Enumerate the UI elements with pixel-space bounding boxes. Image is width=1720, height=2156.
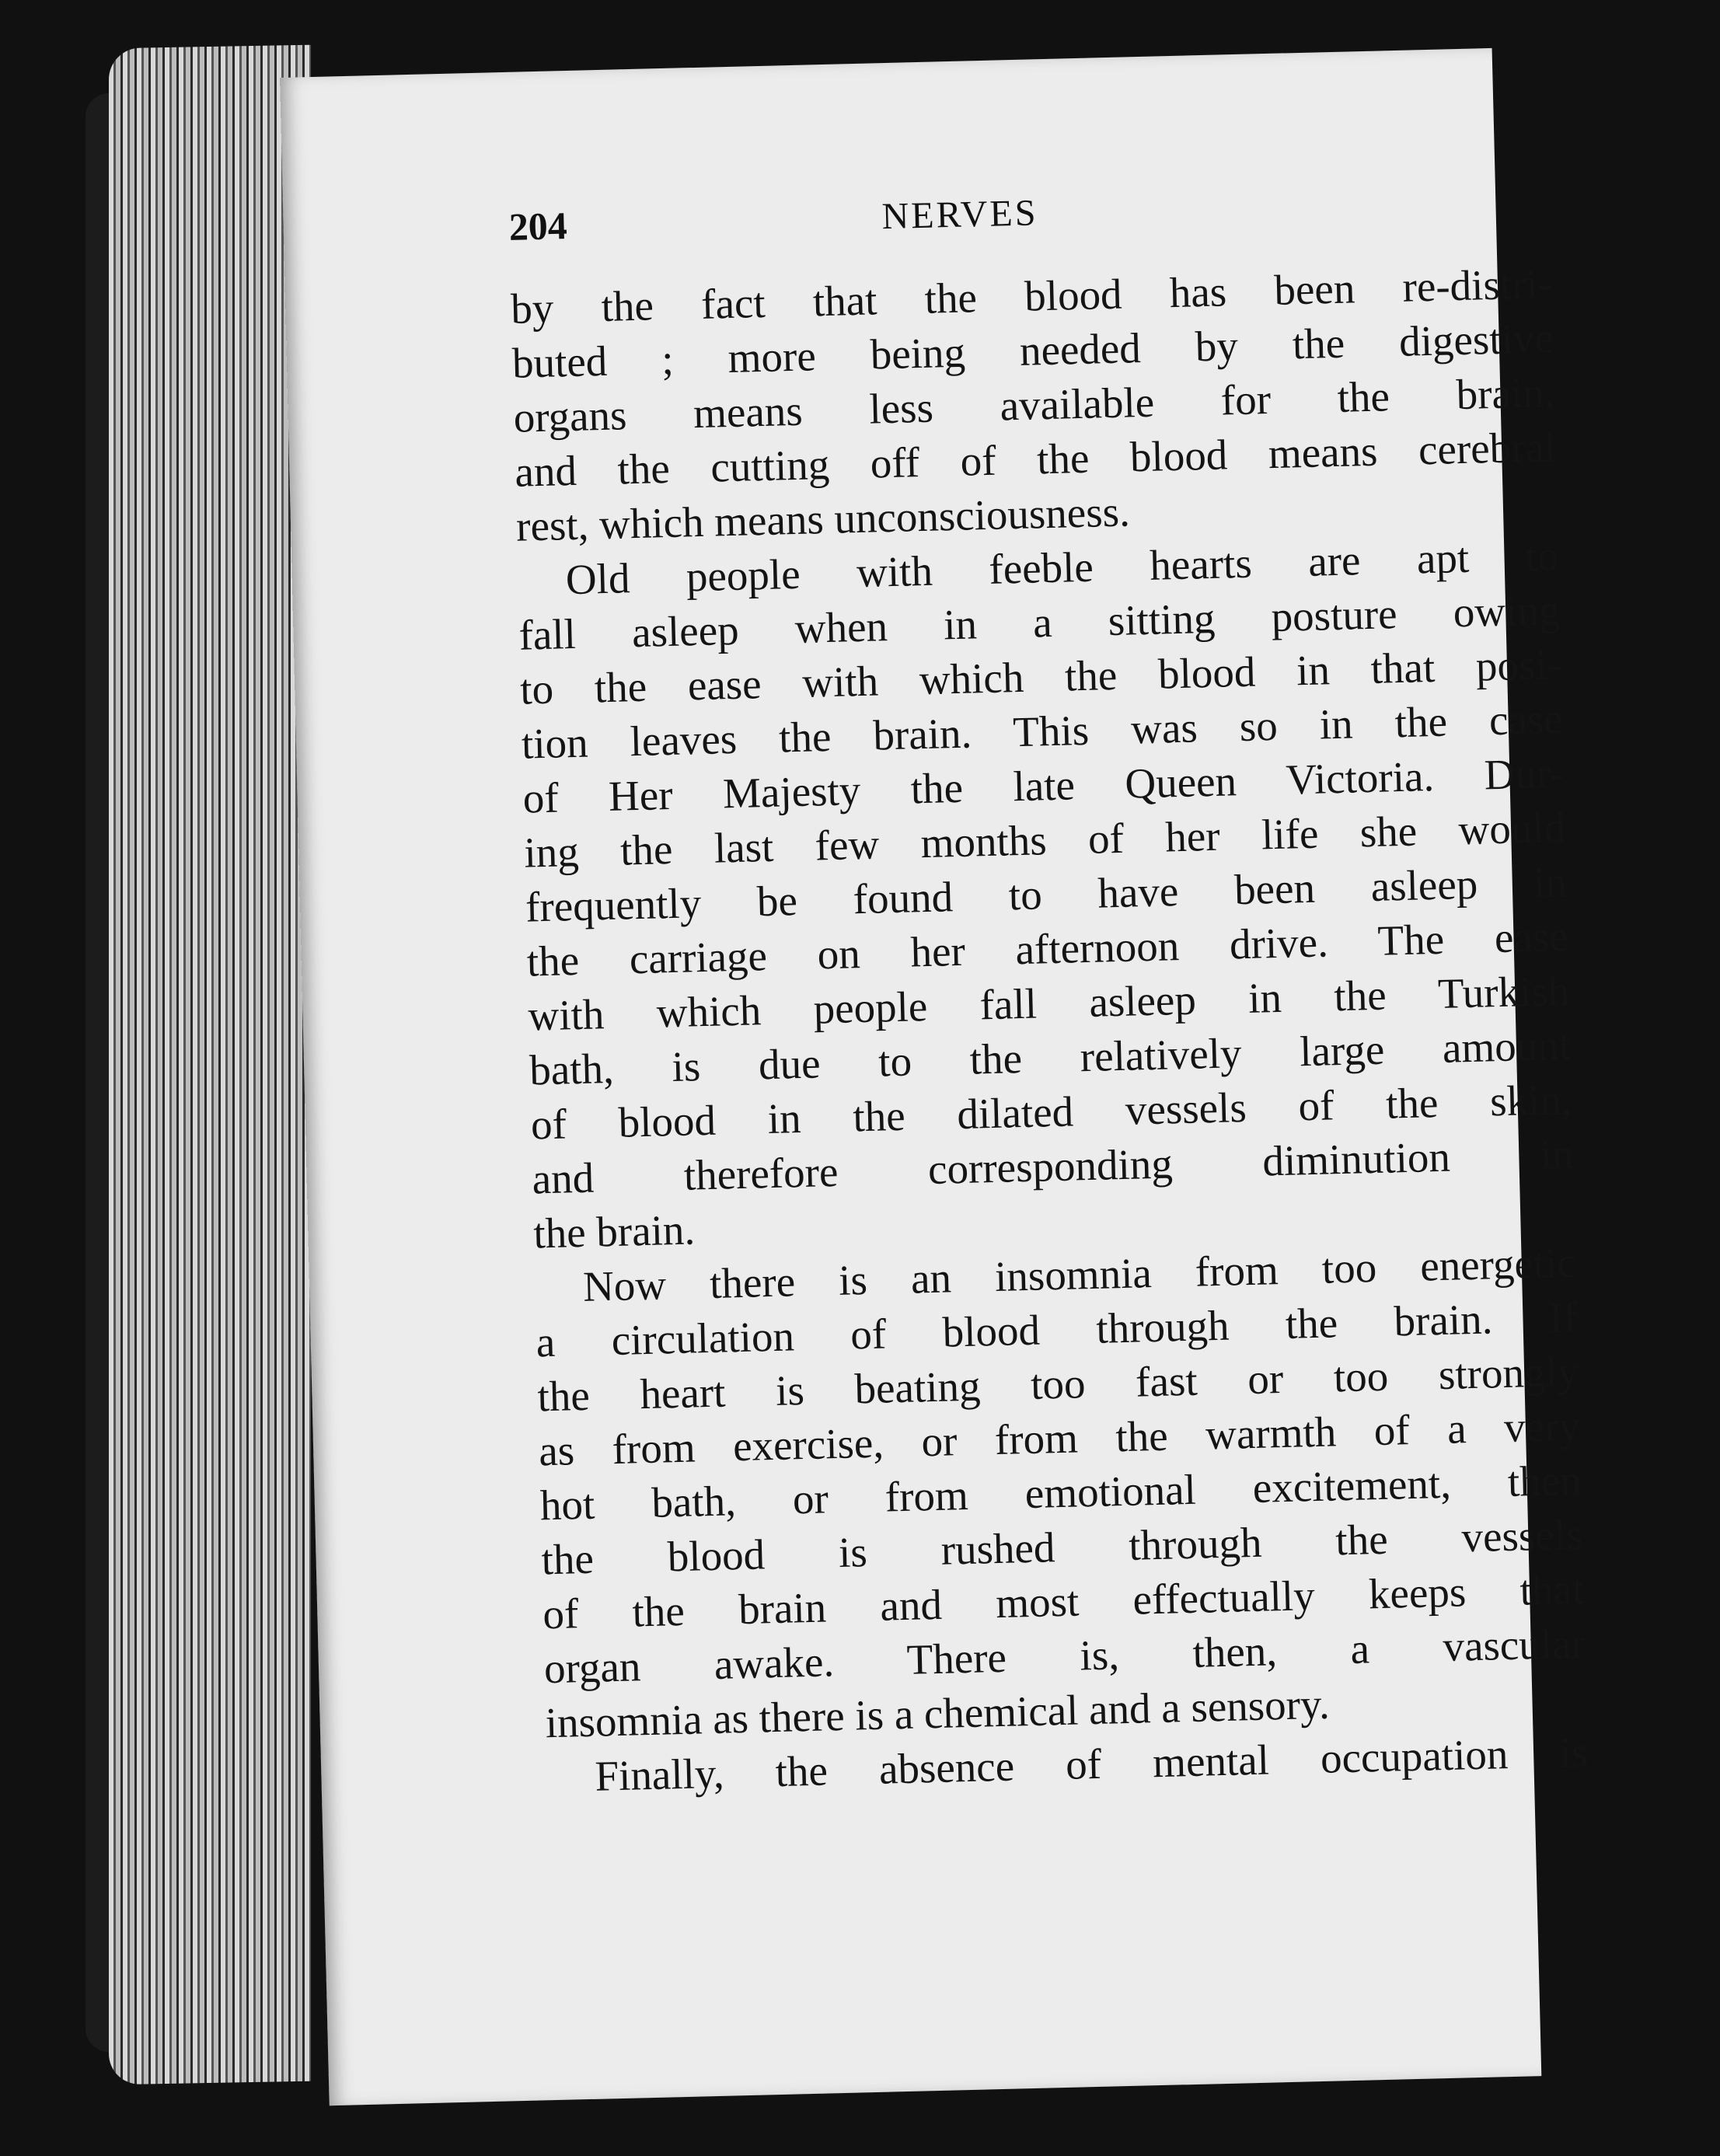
text-line: with which people fall asleep in the Turkish	[527, 966, 1570, 1040]
text-line: Now there is an insomnia from too energetic	[582, 1238, 1577, 1310]
running-head	[508, 176, 1674, 249]
text-line: organ awake. There is, then, a vascular	[543, 1619, 1586, 1693]
text-line: insomnia as there is a chemical and a sensory.	[545, 1680, 1331, 1747]
text-line: organs means less available for the brain,	[513, 368, 1556, 441]
text-line: rest, which means unconsciousness.	[515, 487, 1131, 550]
printed-page	[280, 48, 1589, 2105]
paragraph	[511, 256, 1558, 554]
stacked-page-edges	[109, 45, 311, 2085]
page-title: NERVES	[881, 192, 1039, 238]
text-line: Old people with feeble hearts are apt to	[565, 531, 1560, 604]
text-line: and therefore corresponding diminution in	[531, 1129, 1575, 1203]
text-line: hot bath, or from emotional excitement, then	[539, 1456, 1582, 1530]
text-line: frequently be found to have been asleep in	[525, 857, 1568, 931]
text-line: fall asleep when in a sitting posture owing	[518, 585, 1561, 659]
text-line: a circulation of blood through the brain. If	[536, 1293, 1579, 1366]
text-line: ing the last few months of her life she would	[523, 803, 1566, 877]
text-line: to the ease with which the blood in that posi-	[519, 640, 1562, 713]
text-line: buted ; more being needed by the digestive	[511, 314, 1554, 387]
text-line: as from exercise, or from the warmth of a very	[538, 1401, 1581, 1475]
text-line: bath, is due to the relatively large amount	[529, 1020, 1572, 1094]
text-line: of Her Majesty the late Queen Victoria. Dur-	[522, 748, 1565, 822]
text-line: by the fact that the blood has been re-distri-	[510, 260, 1553, 333]
text-line: and the cutting off of the blood means cerebral	[514, 423, 1557, 496]
text-line: Finally, the absence of mental occupation is	[594, 1728, 1589, 1800]
text-line: of the brain and most effectually keeps that	[542, 1565, 1585, 1638]
text-line: the carriage on her afternoon drive. The ease	[526, 912, 1569, 986]
text-line: of blood in the dilated vessels of the skin,	[530, 1075, 1573, 1149]
paragraph	[534, 1236, 1587, 1751]
page-number: 204	[508, 204, 568, 249]
text-line: tion leaves the brain. This was so in the case	[521, 694, 1564, 768]
paragraph	[517, 529, 1575, 1261]
text-line: the brain.	[532, 1205, 696, 1258]
text-line: the blood is rushed through the vessels	[540, 1510, 1584, 1584]
text-line: the heart is beating too fast or too strongly	[536, 1347, 1579, 1421]
body-text	[511, 256, 1589, 1805]
